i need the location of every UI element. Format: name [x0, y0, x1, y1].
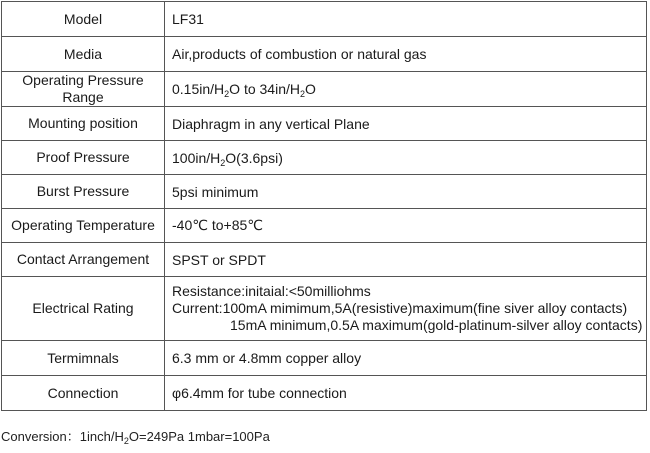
table-row [2, 72, 647, 107]
row-value: SPST or SPDT [165, 243, 647, 277]
row-label: Electrical Rating [2, 277, 165, 341]
table-row [2, 107, 647, 141]
value-text: O to 34in/H [229, 81, 300, 97]
note-text: O=249Pa 1mbar=100Pa [128, 429, 270, 444]
value-text: O [305, 81, 316, 97]
table-row [2, 376, 647, 411]
subscript: 2 [300, 89, 306, 99]
row-label: Burst Pressure [2, 175, 165, 209]
row-label-line: Operating Pressure [22, 72, 144, 88]
row-label: Termimnals [2, 341, 165, 376]
table-row [2, 141, 647, 175]
row-value: LF31 [165, 2, 647, 37]
row-label-line: Range [62, 89, 104, 105]
value-text: O(3.6psi) [225, 149, 283, 166]
row-label [2, 72, 165, 107]
row-value: Air,products of combustion or natural gas [165, 37, 647, 72]
row-label: Proof Pressure [2, 141, 165, 175]
table-row [2, 175, 647, 209]
table-row [2, 209, 647, 243]
row-value: -40℃ to+85℃ [165, 209, 647, 243]
table-row [2, 277, 647, 341]
row-value [165, 141, 647, 175]
row-label: Connection [2, 376, 165, 411]
subscript: 2 [123, 436, 129, 446]
conversion-note [1, 426, 270, 445]
value-line: Current:100mA mimimum,5A(resistive)maximum(fine siver alloy contacts) [172, 300, 628, 316]
row-label: Media [2, 37, 165, 72]
row-value: 5psi minimum [165, 175, 647, 209]
row-label: Contact Arrangement [2, 243, 165, 277]
row-label: Mounting position [2, 107, 165, 141]
value-text: 100in/H [172, 149, 221, 166]
table-row [2, 2, 647, 37]
row-value [165, 72, 647, 107]
row-label: Operating Temperature [2, 209, 165, 243]
row-value: 6.3 mm or 4.8mm copper alloy [165, 341, 647, 376]
note-text: Conversion：1inch/H [1, 429, 124, 444]
table-row [2, 341, 647, 376]
value-line: Resistance:initaial:<50milliohms [172, 283, 371, 299]
row-label: Model [2, 2, 165, 37]
spec-table [1, 1, 647, 411]
subscript: 2 [220, 157, 226, 168]
value-text: 0.15in/H [172, 81, 225, 97]
value-line: 15mA minimum,0.5A maximum(gold-platinum-silver alloy contacts) [230, 317, 643, 333]
row-value: φ6.4mm for tube connection [165, 376, 647, 411]
row-value [165, 277, 647, 341]
table-row [2, 37, 647, 72]
table-row [2, 243, 647, 277]
subscript: 2 [224, 89, 230, 99]
row-value: Diaphragm in any vertical Plane [165, 107, 647, 141]
